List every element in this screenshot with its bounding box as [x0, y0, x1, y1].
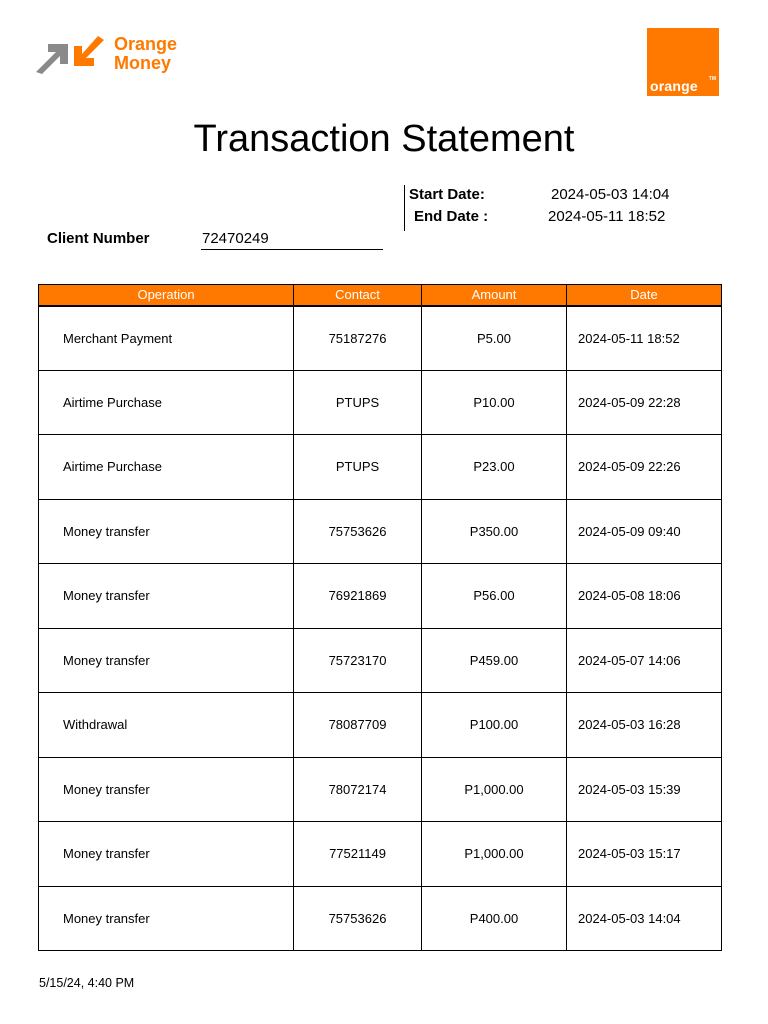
cell-operation: Money transfer: [39, 564, 294, 628]
page-title: Transaction Statement: [193, 118, 575, 160]
cell-contact: 75753626: [294, 887, 422, 951]
table-row: [39, 693, 721, 758]
header-contact: Contact: [294, 285, 422, 305]
cell-date: 2024-05-03 14:04: [578, 910, 681, 926]
cell-amount: P100.00: [422, 693, 567, 757]
table-row: [39, 564, 721, 629]
cell-amount: P56.00: [422, 564, 567, 628]
cell-amount: P1,000.00: [422, 758, 567, 822]
cell-amount: P23.00: [422, 435, 567, 499]
cell-operation: Money transfer: [39, 887, 294, 951]
brand-line-1: Orange: [114, 34, 178, 54]
table-row: [39, 887, 721, 952]
table-row: [39, 758, 721, 823]
cell-operation: Money transfer: [39, 629, 294, 693]
cell-operation: Merchant Payment: [39, 307, 294, 370]
cell-operation: Withdrawal: [39, 693, 294, 757]
end-date-value: 2024-05-11 18:52: [548, 208, 666, 225]
cell-contact: 76921869: [294, 564, 422, 628]
cell-amount: P1,000.00: [422, 822, 567, 886]
start-date-label: Start Date:: [409, 186, 485, 203]
table-row: [39, 629, 721, 694]
table-row: [39, 435, 721, 500]
cell-amount: P459.00: [422, 629, 567, 693]
orange-logo-tm: TM: [708, 76, 716, 82]
cell-date: 2024-05-03 15:39: [578, 781, 681, 797]
cell-amount: P10.00: [422, 371, 567, 435]
table-body: [38, 306, 722, 951]
period-divider: [404, 185, 405, 231]
cell-operation: Airtime Purchase: [39, 435, 294, 499]
brand-line-2: Money: [114, 53, 172, 73]
orange-money-wordmark: [114, 35, 177, 73]
cell-contact: 78087709: [294, 693, 422, 757]
cell-operation: Money transfer: [39, 758, 294, 822]
start-date-value: 2024-05-03 14:04: [551, 186, 670, 203]
cell-contact: 75187276: [294, 307, 422, 370]
cell-operation: Money transfer: [39, 822, 294, 886]
cell-amount: P5.00: [422, 307, 567, 370]
table-row: [39, 306, 721, 371]
client-number-underline: [201, 249, 383, 250]
cell-amount: P350.00: [422, 500, 567, 564]
cell-amount: P400.00: [422, 887, 567, 951]
cell-date: 2024-05-03 15:17: [578, 846, 681, 862]
cell-operation: Money transfer: [39, 500, 294, 564]
cell-date: 2024-05-08 18:06: [578, 588, 681, 604]
client-number-value: 72470249: [202, 230, 269, 247]
cell-contact: PTUPS: [294, 371, 422, 435]
cell-date: 2024-05-11 18:52: [578, 330, 680, 346]
cell-date: 2024-05-09 22:28: [578, 394, 681, 410]
cell-contact: 77521149: [294, 822, 422, 886]
cell-contact: 78072174: [294, 758, 422, 822]
table-row: [39, 500, 721, 565]
cell-date: 2024-05-09 22:26: [578, 459, 681, 475]
table-row: [39, 371, 721, 436]
client-number-label: Client Number: [47, 230, 150, 247]
orange-money-arrows-icon: [34, 34, 114, 78]
cell-date: 2024-05-09 09:40: [578, 523, 681, 539]
cell-date: 2024-05-07 14:06: [578, 652, 681, 668]
orange-corner-logo: [647, 28, 719, 96]
cell-contact: 75723170: [294, 629, 422, 693]
printed-timestamp: 5/15/24, 4:40 PM: [39, 976, 135, 990]
end-date-label: End Date :: [414, 208, 489, 225]
cell-contact: PTUPS: [294, 435, 422, 499]
orange-logo-text: orange: [650, 78, 698, 94]
cell-operation: Airtime Purchase: [39, 371, 294, 435]
header-operation: Operation: [39, 285, 294, 305]
table-header: [38, 284, 722, 306]
cell-date: 2024-05-03 16:28: [578, 717, 681, 733]
header-date: Date: [630, 287, 658, 302]
header-amount: Amount: [422, 285, 567, 305]
cell-contact: 75753626: [294, 500, 422, 564]
table-row: [39, 822, 721, 887]
